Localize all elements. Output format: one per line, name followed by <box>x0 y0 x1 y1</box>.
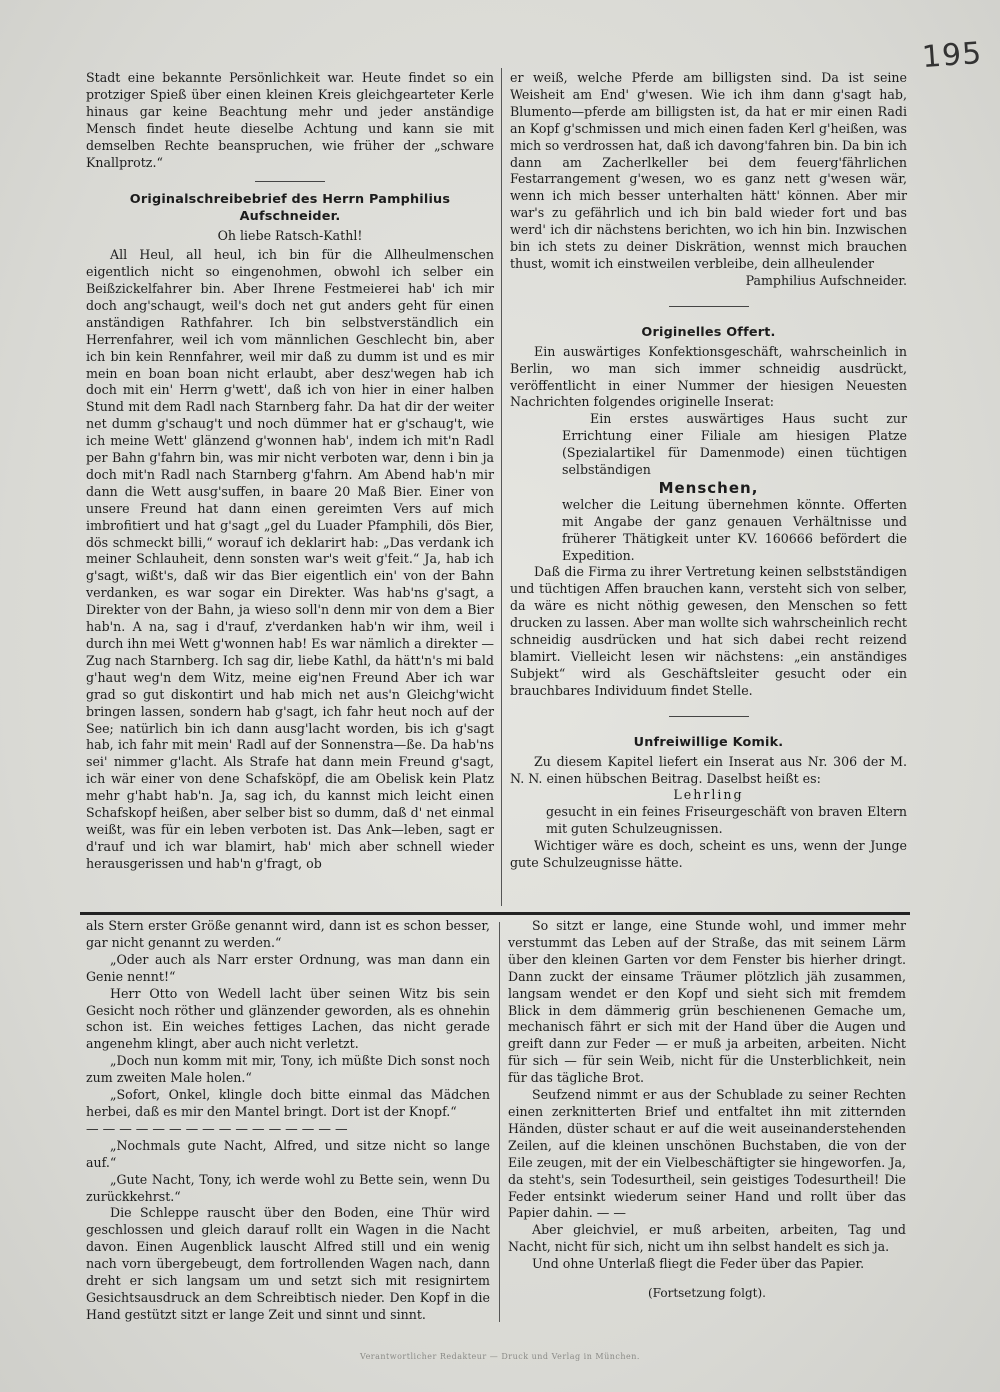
letter-body: All Heul, all heul, ich bin für die Allheulmenschen eigentlich nicht so eingenohmen, obwohl ich selber ein Beißzickelfahrer bin. Aber Ihrene Festmeierei hab' ich mir doch ang'schaugt, weil's doch net gut anders geht für einen anständigen Rathfahrer. Ich bin selbstverständlich ein Herrenfahrer, weil ich vom männlichen Geschlecht bin, aber ich bin kein Rennfahrer, weil mir daß zu dumm ist und es mir mein en boan boan nicht erlaubt, aber desz'wegen hab ich doch mit ein' Herrn g'wett', daß ich von hier in einer halben Stund mit dem Radl nach Starnberg fahr. Da hat dir der weiter net dumm g'schaug't und noch dümmer hat er g'schaug't, wie ich meine Wett' glänzend g'wonnen hab', indem ich mit'n Radl per Bahn g'fahrn bin, was mir nicht verboten war, denn i bin ja doch mit'n Radl nach Starnberg g'fahrn. Am Abend hab'n mir dann die Wett ausg'suffen, in baare 20 Maß Bier. Einer von unsere Freund hat dann einen gereimten Vers auf mich imbrofitiert und hat g'sagt „gel du Luader Pfamphili, dös Bier, dös schmeckt billi,“ worauf ich deklarirt hab: „Das verdank ich meiner Schlauheit, denn sonsten war's weit g'feit.“ Ja, hab ich g'sagt, wißt's, daß wir das Bier eigentlich ein' von der Bahn verdanken, es war sogar ein Direkter. Was hab'ns g'sagt, a Direkter von der Bahn, ja wieso soll'n denn mir von dem a Bier hab'n. A na, sag i d'rauf, z'verdanken hab'n wir ihm, weil i durch ihn mei Wett g'wonnen hab! Es war nämlich a direkter — Zug nach Starnberg. Ich sag dir, liebe Kathl, da hätt'n's mi bald g'haut weg'n dem Witz, meine eig'nen Freund Aber ich war grad so gut diskontirt und hab mich net aus'n Gleichg'wicht bringen lassen, sondern hab g'sagt, ich fahr heut noch auf der See; natürlich bin ich dann ausg'lacht worden, bis ich g'sagt hab, ich fahr mit mein' Radl auf der Sonnenstra—ße. Da hab'ns sei' nimmer g'lacht. Als Strafe hat dann mein Freund g'sagt, ich wär einer von dene Schafsköpf, die am Obelisk kein Platz mehr g'habt hab'n. Ja, sag ich, du kannst mich leicht einen Schafskopf heißen, aber selber bist so dumm, daß d' net einmal weißt, was für ein leben verboten ist. Das Ank—leben, sagt er d'rauf und ich war blamirt, hab' mich aber schnell wieder herausgerissen und hab'n g'fragt, ob <box>86 247 494 871</box>
headline-komik: Unfreiwillige Komik. <box>633 734 784 750</box>
story-paragraph: Die Schleppe rauscht über den Boden, eine Thür wird geschlossen und gleich darauf rollt ein Wagen in die Nacht davon. Einen Augenblick lauscht Alfred still und ein wenig nach vorn übergebeugt, dem fortrollenden Wagen nach, dann dreht er sich langsam um und setzt sich mit resignirtem Gesichtsausdruck an dem Schreibtisch nieder. Den Kopf in die Hand gestützt sitzt er lange Zeit und sinnt und sinnt. <box>86 1205 490 1322</box>
story-paragraph: „Nochmals gute Nacht, Alfred, und sitze nicht so lange auf.“ <box>86 1137 490 1170</box>
article-intro: Stadt eine bekannte Persönlichkeit war. Heute findet so ein protziger Spieß über einen kleinen Kreis gleichgearteter Kerle hinaus gar keine Beachtung mehr und jeder anständige Mensch findet heute dieselbe Achtung und kann sie mit demselben Rechte beanspruchen, wie früher der „schware Knallprotz.“ <box>86 70 494 170</box>
story-paragraph: Herr Otto von Wedell lacht über seinen Witz bis sein Gesicht noch röther und glänzender geworden, als es ohnehin schon ist. Ein weiches fettiges Lachen, das nicht gerade angenehm klingt, aber auch nicht verletzt. <box>86 985 490 1052</box>
page-number: 195 <box>920 35 984 76</box>
column-top-right <box>510 70 907 872</box>
story-paragraph: „Doch nun komm mit mir, Tony, ich müßte Dich sonst noch zum zweiten Male holen.“ <box>86 1053 490 1086</box>
story-dashes: — — — — — — — — — — — — — — — — <box>86 1120 348 1136</box>
offert-comment: Daß die Firma zu ihrer Vertretung keinen selbstständigen und tüchtigen Affen brauchen kann, versteht sich von selber, da wäre es nicht nöthig gewesen, den Menschen so fett drucken zu lassen. Aber man wollte sich wahrscheinlich recht schneidig ausdrücken und hat sich dabei recht reizend blamirt. Vielleicht lesen wir nächstens: „ein anständiges Subjekt“ wird als Geschäftsleiter gesucht oder ein brauchbares Individuum findet Stelle. <box>510 564 907 698</box>
story-paragraph: Seufzend nimmt er aus der Schublade zu seiner Rechten einen zerknitterten Brief und entfaltet ihn mit zitternden Händen, düster schaut er auf die weit auseinanderstehenden Zeilen, auf die kleinen unschönen Buchstaben, die von der Eile zeugen, mit der ein Vielbeschäftigter sie hingeworfen. Ja, da steht's, sein Todesurtheil, sein geistiges Todesurtheil! Die Feder entsinkt wiederum seiner Hand und rollt über das Papier dahin. — — <box>508 1087 906 1221</box>
section-separator <box>255 181 325 182</box>
column-bottom-left <box>86 918 490 1324</box>
headline-offert: Originelles Offert. <box>641 324 776 340</box>
komik-intro: Zu diesem Kapitel liefert ein Inserat aus Nr. 306 der M. N. N. einen hübschen Beitrag. Daselbst heißt es: <box>510 753 907 786</box>
printer-imprint: Verantwortlicher Redakteur — Druck und Verlag in München. <box>360 1352 640 1361</box>
komik-inserat: gesucht in ein feines Friseurgeschäft von braven Eltern mit guten Schulzeugnissen. <box>546 804 907 837</box>
continuation-note: (Fortsetzung folgt). <box>648 1286 766 1301</box>
horizontal-divider <box>80 912 910 915</box>
offert-inserat-2: welcher die Leitung übernehmen könnte. Offerten mit Angabe der ganz genauen Verhältnisse und früherer Thätigkeit unter KV. 160666 befördert die Expedition. <box>562 496 907 563</box>
komik-comment: Wichtiger wäre es doch, scheint es uns, wenn der Junge gute Schulzeugnisse hätte. <box>510 838 907 871</box>
letter-signature-row <box>510 273 907 290</box>
offert-inserat-1: Ein erstes auswärtiges Haus sucht zur Errichtung einer Filiale am hiesigen Platze (Spezialartikel für Damenmode) einen tüchtigen selbständigen <box>562 411 907 478</box>
komik-keyword: Lehrling <box>673 787 744 803</box>
letter-continuation: er weiß, welche Pferde am billigsten sind. Da ist seine Weisheit am End' g'wesen. Wie ich ihm dann g'sagt hab, Blumento—pferde am billigsten ist, da hat er mir einen Radi an Kopf g'schmissen und mich einen faden Kerl g'heißen, was mich so verdrossen hat, daß ich davong'fahren bin. Da bin ich dann am Zacherlkeller bei dem feuerg'fährlichen Festarrangement g'wesen, wo es ganz nett g'wesen wär, wenn ich mich besser unterhalten hätt' können. Aber mir war's zu gefährlich und ich bin bald wieder fort und bas werd' ich dir nächstens berichten, wo ich hin bin. Inzwischen bin ich stets zu deiner Diskrätion, wennst mich brauchen thust, womit ich einstweilen verbleibe, dein allheulender <box>510 70 907 271</box>
story-paragraph: „Oder auch als Narr erster Ordnung, was man dann ein Genie nennt!“ <box>86 951 490 984</box>
headline-schreibebrief: Originalschreibebrief des Herrn Pamphilius Aufschneider. <box>129 192 451 225</box>
column-divider-top <box>501 68 502 906</box>
story-paragraph: Aber gleichviel, er muß arbeiten, arbeiten, Tag und Nacht, nicht für sich, nicht um ihn selbst handelt es sich ja. <box>508 1222 906 1255</box>
offert-keyword: Menschen, <box>658 478 759 497</box>
column-top-left <box>86 70 494 873</box>
offert-intro: Ein auswärtiges Konfektionsgeschäft, wahrscheinlich in Berlin, wo man sich immer schneidig ausdrückt, veröffentlicht in einer Nummer der hiesigen Neuesten Nachrichten folgendes originelle Inserat: <box>510 343 907 410</box>
letter-signature: Pamphilius Aufschneider. <box>745 272 907 288</box>
section-separator <box>669 306 749 307</box>
column-divider-bottom <box>499 922 500 1322</box>
letter-salutation: Oh liebe Ratsch-Kathl! <box>217 228 363 244</box>
story-paragraph: So sitzt er lange, eine Stunde wohl, und immer mehr verstummt das Leben auf der Straße, das mit seinem Lärm über den kleinen Garten vor dem Fenster bis hierher dringt. Dann zuckt der einsame Träumer plötzlich jäh zusammen, langsam wendet er den Kopf und sieht sich mit fremdem Blick in dem dämmerig grün beschienenen Gemache um, mechanisch fährt er sich mit der Hand über die Augen und greift dann zur Feder — er muß ja arbeiten, arbeiten. Nicht für sich — für sein Weib, nicht für die Unsterblichkeit, nein für das tägliche Brot. <box>508 918 906 1086</box>
section-separator <box>669 716 749 717</box>
story-paragraph: „Sofort, Onkel, klingle doch bitte einmal das Mädchen herbei, daß es mir den Mantel bringt. Dort ist der Knopf.“ <box>86 1087 490 1119</box>
story-paragraph: Und ohne Unterlaß fliegt die Feder über das Papier. <box>532 1256 865 1272</box>
column-bottom-right <box>508 918 906 1302</box>
story-paragraph: „Gute Nacht, Tony, ich werde wohl zu Bette sein, wenn Du zurückkehrst.“ <box>86 1171 490 1204</box>
story-paragraph: als Stern erster Größe genannt wird, dann ist es schon besser, gar nicht genannt zu werden.“ <box>86 918 490 950</box>
